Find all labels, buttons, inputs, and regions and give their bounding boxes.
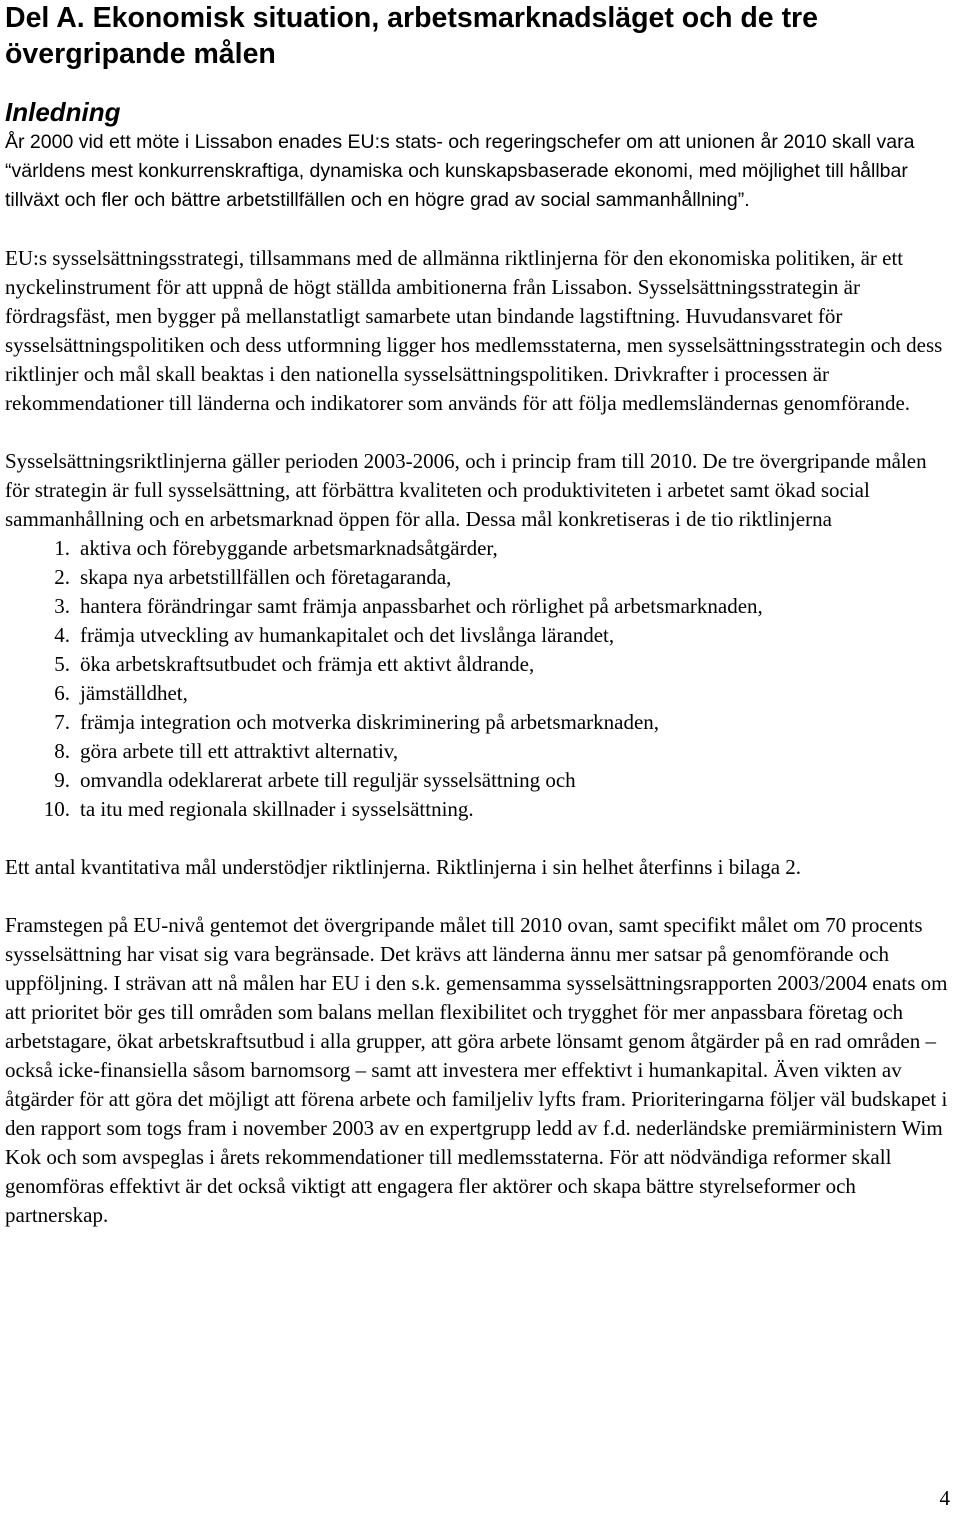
list-item-text: hantera förändringar samt främja anpassbarhet och rörlighet på arbetsmarknaden, <box>80 594 763 618</box>
strategy-paragraph: EU:s sysselsättningsstrategi, tillsammans med de allmänna riktlinjerna för den ekonomiska politiken, är ett nyckelinstrument för att uppnå de högt ställda ambitionerna från Lissabon. Sysselsättningsstrategin är fördragsfäst, men bygger på mellanstatligt samarbete utan bindande lagstiftning. Huvudansvaret för sysselsättningspolitiken och dess utformning ligger hos medlemsstaterna, men sysselsättningsstrategin och dess riktlinjer och mål skall beaktas i den nationella sysselsättningspolitiken. Drivkrafter i processen är rekommendationer till länderna och indikatorer som används för att följa medlemsländernas genomförande. <box>5 246 943 415</box>
list-item <box>5 621 950 650</box>
list-item <box>5 592 950 621</box>
list-item-number: 9. <box>54 768 70 792</box>
list-item-text: aktiva och förebyggande arbetsmarknadsåtgärder, <box>80 536 498 560</box>
list-item <box>5 650 950 679</box>
document-page <box>5 0 950 1230</box>
list-item <box>5 795 950 824</box>
quantitative-goals-paragraph: Ett antal kvantitativa mål understödjer riktlinjerna. Riktlinjerna i sin helhet återfinns i bilaga 2. <box>5 855 802 879</box>
list-item-number: 3. <box>54 594 70 618</box>
intro-paragraph: År 2000 vid ett möte i Lissabon enades EU:s stats- och regeringschefer om att unionen år 2010 skall vara “världens mest konkurrenskraftiga, dynamiska och kunskapsbaserade ekonomi, med möjlighet till hållbar tillväxt och fler och bättre arbetstillfällen och en högre grad av social sammanhållning”. <box>5 131 915 211</box>
list-item-number: 2. <box>54 565 70 589</box>
list-item-text: skapa nya arbetstillfällen och företagaranda, <box>80 565 452 589</box>
list-item-number: 5. <box>54 652 70 676</box>
guidelines-list <box>5 534 950 824</box>
list-item-text: öka arbetskraftsutbudet och främja ett aktivt åldrande, <box>80 652 535 676</box>
list-item <box>5 679 950 708</box>
list-item <box>5 563 950 592</box>
list-item-text: främja integration och motverka diskriminering på arbetsmarknaden, <box>80 710 660 734</box>
list-item <box>5 737 950 766</box>
guidelines-intro-paragraph: Sysselsättningsriktlinjerna gäller perioden 2003-2006, och i princip fram till 2010. De tre övergripande målen för strategin är full sysselsättning, att förbättra kvaliteten och produktiviteten i arbetet samt ökad social sammanhållning och en arbetsmarknad öppen för alla. Dessa mål konkretiseras i de tio riktlinjerna <box>5 449 927 531</box>
list-item-number: 7. <box>54 710 70 734</box>
progress-paragraph: Framstegen på EU-nivå gentemot det övergripande målet till 2010 ovan, samt specifikt målet om 70 procents sysselsättning har visat sig vara begränsade. Det krävs att länderna ännu mer satsar på genomförande och uppföljning. I strävan att nå målen har EU i den s.k. gemensamma sysselsättningsrapporten 2003/2004 enats om att prioritet bör ges till områden som balans mellan flexibilitet och trygghet för mer anpassbara företag och arbetstagare, ökat arbetskraftsutbud i alla grupper, att göra arbete lönsamt genom åtgärder på en rad områden – också icke-finansiella såsom barnomsorg – samt att investera mer effektivt i humankapital. Även vikten av åtgärder för att göra det möjligt att förena arbete och familjeliv lyfts fram. Prioriteringarna följer väl budskapet i den rapport som togs fram i november 2003 av en expertgrupp ledd av f.d. nederländske premiärministern Wim Kok och som avspeglas i årets rekommendationer till medlemsstaterna. För att nödvändiga reformer skall genomföras effektivt är det också viktigt att engagera fler aktörer och skapa bättre styrelseformer och partnerskap. <box>5 913 948 1227</box>
subheading-inledning: Inledning <box>5 97 121 127</box>
list-item-text: ta itu med regionala skillnader i sysselsättning. <box>80 797 474 821</box>
list-item-number: 10. <box>43 797 70 821</box>
list-item-number: 6. <box>54 681 70 705</box>
list-item-text: omvandla odeklarerat arbete till reguljär sysselsättning och <box>80 768 576 792</box>
list-item <box>5 534 950 563</box>
list-item <box>5 708 950 737</box>
list-item-text: jämställdhet, <box>80 681 188 705</box>
list-item-text: främja utveckling av humankapitalet och det livslånga lärandet, <box>80 623 615 647</box>
list-item <box>5 766 950 795</box>
page-number: 4 <box>939 1486 950 1510</box>
list-item-number: 1. <box>54 536 70 560</box>
list-item-text: göra arbete till ett attraktivt alternativ, <box>80 739 399 763</box>
section-heading: Del A. Ekonomisk situation, arbetsmarknadsläget och de tre övergripande målen <box>5 2 819 70</box>
list-item-number: 8. <box>54 739 70 763</box>
list-item-number: 4. <box>54 623 70 647</box>
